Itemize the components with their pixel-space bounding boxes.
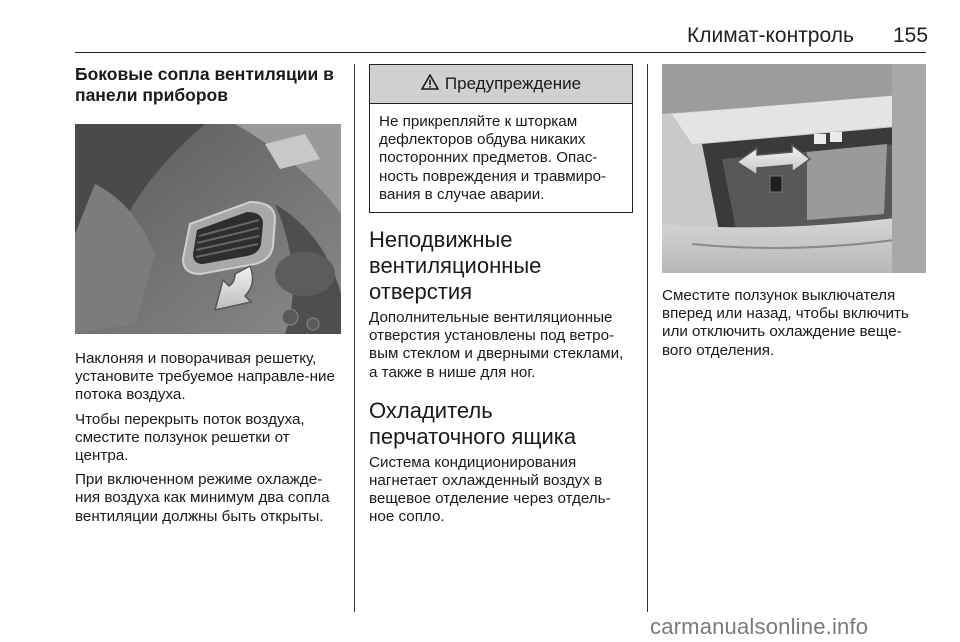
side-vent-illustration [75, 124, 341, 334]
watermark: carmanualsonline.info [650, 614, 869, 639]
glovebox-cooler-text: Система кондиционирования нагнетает охлажденный воздух в вещевое отделение через отдель-ное сопло. [369, 453, 611, 526]
paragraph: Наклоняя и поворачивая решетку, установите требуемое направле-ние потока воздуха. [75, 350, 335, 404]
section-heading-glovebox-cooler: Охладитель перчаточного ящика [369, 397, 577, 449]
warning-text: Не прикрепляйте к шторкам дефлекторов обдува никаких посторонних предметов. Опас-ность повреждения и травмиро-вания в случае аварии. [379, 113, 607, 203]
glovebox-switch-text: Сместите ползунок выключателя вперед или назад, чтобы включить или отключить охлаждение веще-вого отделения. [662, 287, 909, 359]
section-heading-fixed-vents: Неподвижные вентиляционные отверстия [369, 227, 542, 305]
column-divider [647, 64, 648, 612]
column-middle [369, 64, 633, 527]
page-title: Климат-контроль [687, 24, 854, 47]
paragraph: При включенном режиме охлажде-ния воздуха как минимум два сопла вентиляции должны быть открыты. [75, 471, 330, 525]
column-divider [354, 64, 355, 612]
photo-side-vent [75, 124, 341, 334]
column-right [662, 64, 926, 360]
column-left [75, 64, 341, 526]
warning-title: Предупреждение [444, 74, 582, 93]
side-vents-text [75, 350, 341, 526]
warning-triangle-icon [421, 74, 439, 95]
photo-glovebox [662, 64, 926, 273]
fixed-vents-text: Дополнительные вентиляционные отверстия установлены под ветро-вым стеклом и дверными стеклами, а также в нише для ног. [369, 309, 624, 381]
page-number: 155 [893, 24, 929, 47]
section-heading-side-vents: Боковые сопла вентиляции в панели приборов [75, 64, 334, 105]
glovebox-illustration [662, 64, 926, 273]
paragraph: Чтобы перекрыть поток воздуха, сместите ползунок решетки от центра. [75, 410, 305, 465]
page-header [75, 0, 929, 53]
warning-box [369, 64, 633, 213]
warning-header [370, 65, 632, 104]
